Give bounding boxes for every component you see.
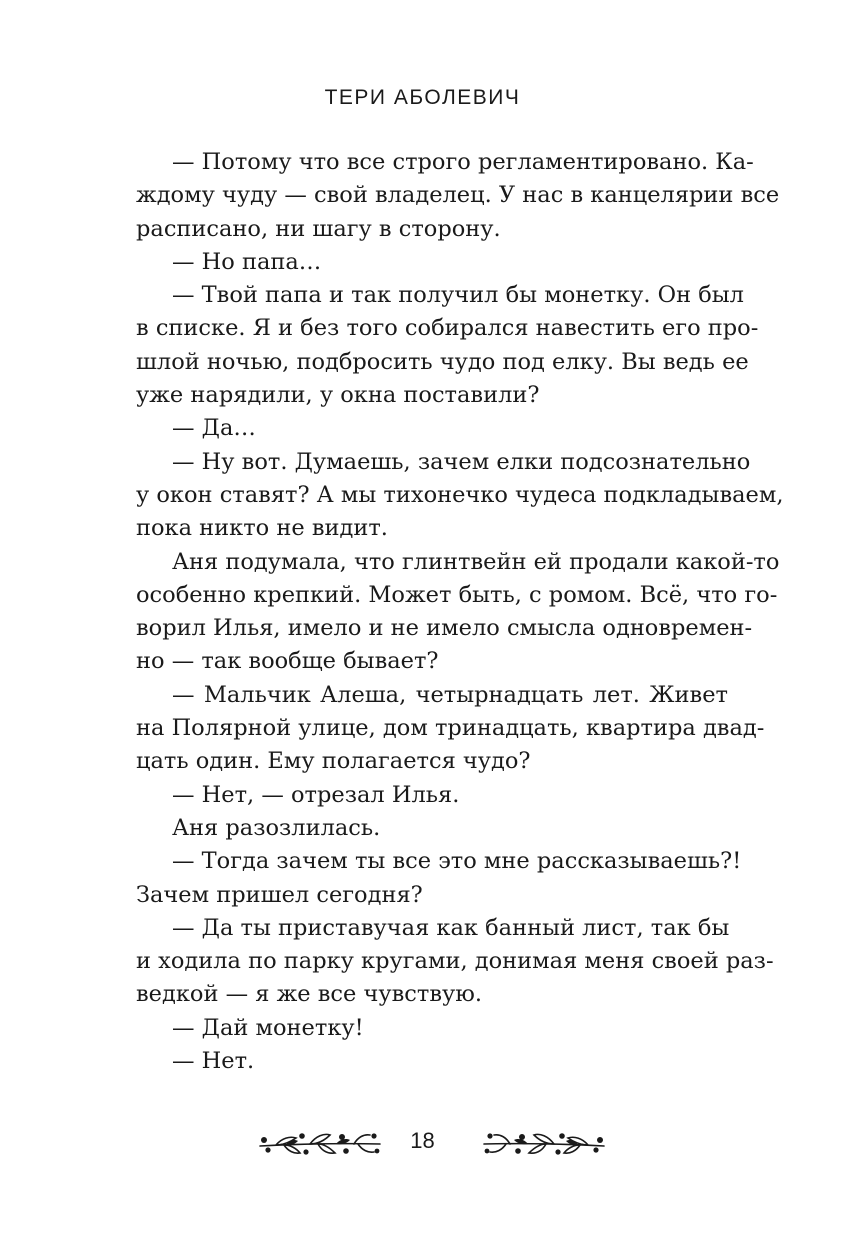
text-line: — Да ты приставучая как банный лист, так бы [172, 914, 730, 941]
body-text [136, 146, 784, 1078]
page-number: 18 [410, 1128, 435, 1153]
text-line: ждому чуду — свой владелец. У нас в канцелярии все [136, 182, 780, 209]
text-line: Аня разозлилась. [172, 814, 381, 841]
text-line: — Мальчик Алеша, четырнадцать лет. Живет [172, 681, 728, 708]
running-head: ТЕРИ АБОЛЕВИЧ [324, 86, 521, 109]
text-line: в списке. Я и без того собирался навестить его про- [136, 315, 759, 342]
text-line: — Ну вот. Думаешь, зачем елки подсознательно [172, 448, 751, 475]
text-line: — Нет, — отрезал Илья. [172, 781, 460, 808]
text-line: ворил Илья, имело и не имело смысла одновремен- [136, 615, 753, 642]
text-line: Зачем пришел сегодня? [136, 881, 423, 908]
text-line: — Но папа… [172, 248, 322, 275]
text-line: уже нарядили, у окна поставили? [136, 382, 540, 409]
text-line: — Потому что все строго регламентировано. Ка- [172, 149, 754, 175]
text-line: особенно крепкий. Может быть, с ромом. Всё, что го- [136, 581, 778, 608]
text-line: — Нет. [172, 1048, 255, 1075]
text-line: расписано, ни шагу в сторону. [136, 215, 501, 242]
text-line: — Дай монетку! [172, 1014, 364, 1041]
text-line: но — так вообще бывает? [136, 648, 439, 675]
floral-branch-icon [482, 1124, 606, 1165]
text-line: и ходила по парку кругами, донимая меня своей раз- [136, 948, 774, 975]
text-line: шлой ночью, подбросить чудо под елку. Вы ведь ее [136, 348, 749, 375]
text-line: на Полярной улице, дом тринадцать, квартира двад- [136, 715, 765, 742]
text-line: — Да… [172, 415, 256, 442]
page-footer [0, 1122, 845, 1162]
text-line: ведкой — я же все чувствую. [136, 981, 482, 1008]
text-line: Аня подумала, что глинтвейн ей продали какой-то [172, 548, 780, 575]
text-line: у окон ставят? А мы тихонечко чудеса подкладываем, [136, 481, 784, 508]
text-line: — Тогда зачем ты все это мне рассказываешь?! [172, 848, 742, 875]
text-line: — Твой папа и так получил бы монетку. Он был [172, 282, 744, 309]
text-line: пока никто не видит. [136, 515, 388, 542]
text-line: цать один. Ему полагается чудо? [136, 748, 531, 775]
